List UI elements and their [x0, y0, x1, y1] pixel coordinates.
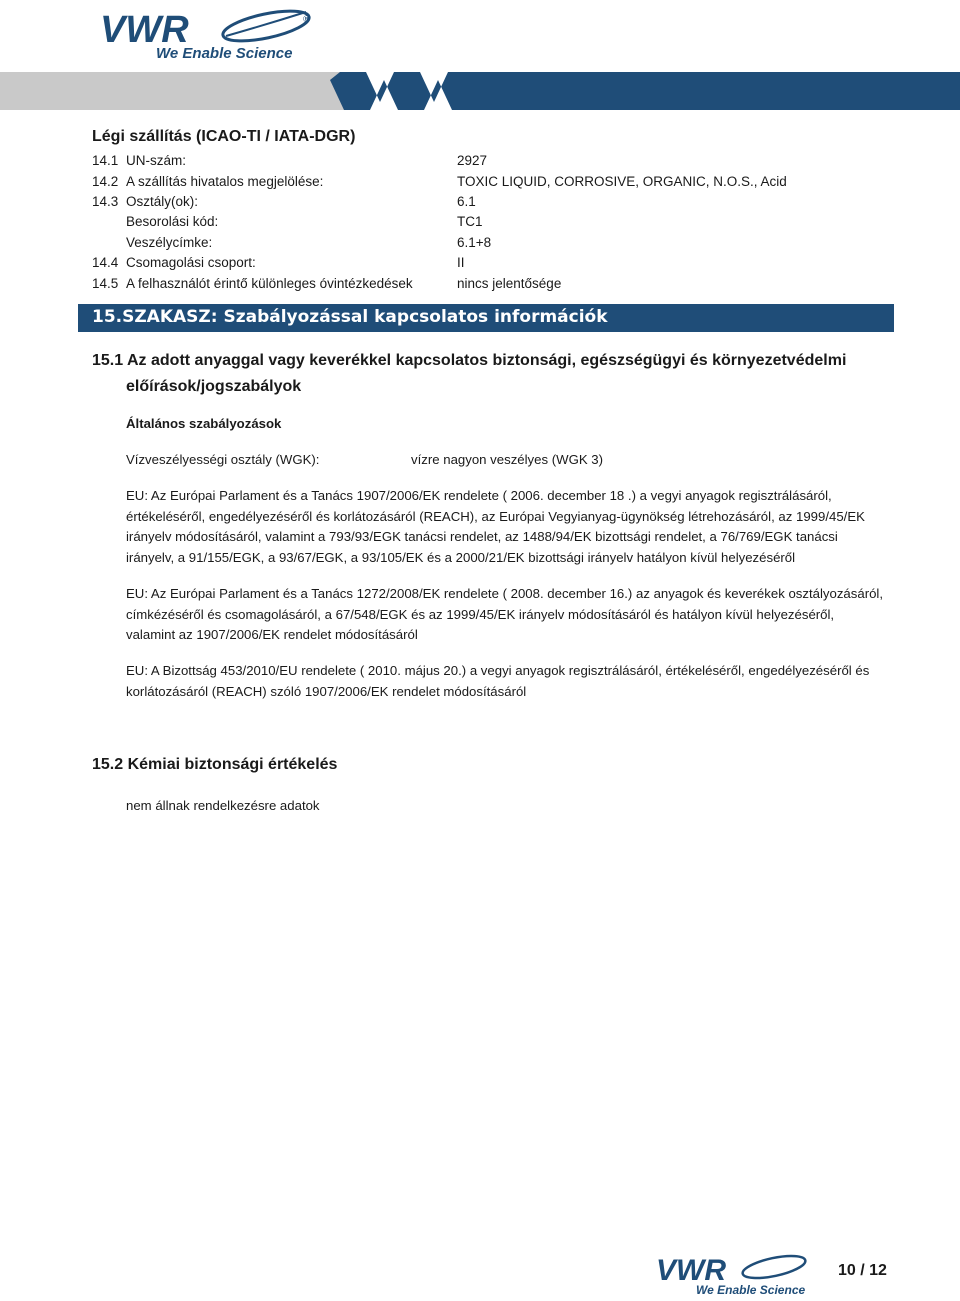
row-value: TC1 — [457, 214, 483, 229]
footer-vwr-logo — [654, 1250, 814, 1296]
page-number: 10 / 12 — [838, 1262, 887, 1279]
row-num: 14.5 — [92, 276, 119, 291]
row-num: 14.3 — [92, 194, 119, 209]
subsection-15-1-heading — [92, 348, 872, 400]
subsection-15-1-line2: előírások/jogszabályok — [126, 378, 302, 395]
eu-reach-regulation: EU: Az Európai Parlament és a Tanács 1907/2006/EK rendelete ( 2006. december 18 .) a vegyi anyagok regisztrálásáról, értékeléséről, engedélyezéséről és korlátozásáról (REACH), az Európai Vegyianyag-ügynökség létrehozásáról, az 1999/45/EK irányelv módosításáról, valamint a 793/93/EGK tanácsi rendelet, az 1488/94/EK bizottsági rendelet, a 76/769/EGK tanácsi irányelv, a 91/155/EGK, a 93/67/EGK, a 93/105/EK és a 2000/21/EK bizottsági irányelv hatályon kívül helyezéséről — [126, 488, 865, 565]
logo-tagline: We Enable Science — [156, 45, 293, 62]
header-band — [0, 72, 960, 110]
row-label: Besorolási kód: — [126, 214, 219, 229]
eu-clp-regulation: EU: Az Európai Parlament és a Tanács 1272/2008/EK rendelete ( 2008. december 16.) az anyagok és keverékek osztályozásáról, címkézéséről és csomagolásáról, a 67/548/EGK és az 1999/45/EK irányelv módosításáról és hatályon kívül helyezéséről, valamint az 1907/2006/EK rendelet módosításáról — [126, 586, 884, 642]
row-label: Csomagolási csoport: — [126, 255, 256, 270]
footer-logo-brand-text: VWR — [656, 1254, 726, 1287]
subsection-15-1-line1: 15.1 Az adott anyaggal vagy keverékkel kapcsolatos biztonsági, egészségügyi és környezetvédelmi — [92, 352, 847, 369]
air-row-hazard-label — [92, 235, 892, 255]
subsection-15-2-heading: 15.2 Kémiai biztonsági értékelés — [92, 756, 338, 773]
row-num: 14.2 — [92, 174, 119, 189]
section-15-header — [78, 304, 894, 332]
row-value: 6.1 — [457, 194, 476, 209]
footer-logo-leaf-icon — [741, 1252, 807, 1283]
footer-logo-tagline: We Enable Science — [696, 1283, 806, 1296]
band-chevrons — [330, 72, 960, 110]
vwr-logo — [98, 6, 318, 62]
chemical-safety-assessment-text: nem állnak rendelkezésre adatok — [126, 798, 320, 813]
row-label: A felhasználót érintő különleges óvintézkedések — [126, 276, 413, 291]
air-row-un-number — [92, 153, 892, 173]
row-label: Veszélycímke: — [126, 235, 213, 250]
wgk-value: vízre nagyon veszélyes (WGK 3) — [411, 452, 604, 467]
registered-mark: ® — [302, 15, 311, 25]
row-value: 6.1+8 — [457, 235, 492, 250]
logo-leaf-vein — [226, 12, 306, 36]
eu-453-regulation: EU: A Bizottság 453/2010/EU rendelete ( 2010. május 20.) a vegyi anyagok regisztrálásáról, értékeléséről, engedélyezéséről és korlátozásáról (REACH) szóló 1907/2006/EK rendelet módosításáról — [126, 663, 870, 699]
row-num: 14.1 — [92, 153, 119, 168]
air-row-classification-code — [92, 214, 892, 234]
row-num: 14.4 — [92, 255, 119, 270]
air-row-class — [92, 194, 892, 214]
row-label: A szállítás hivatalos megjelölése: — [126, 174, 324, 189]
row-value: TOXIC LIQUID, CORROSIVE, ORGANIC, N.O.S., Acid — [457, 174, 787, 189]
general-regulations-heading: Általános szabályozások — [126, 416, 282, 431]
row-label: Osztály(ok): — [126, 194, 199, 209]
row-value: 2927 — [457, 153, 488, 168]
section-15-title: 15.SZAKASZ: Szabályozással kapcsolatos információk — [92, 307, 608, 327]
air-row-shipping-name — [92, 174, 892, 194]
logo-leaf-icon — [220, 6, 311, 47]
air-row-packing-group — [92, 255, 892, 275]
row-value: nincs jelentősége — [457, 276, 562, 291]
wgk-label: Vízveszélyességi osztály (WGK): — [126, 452, 320, 467]
air-transport-title: Légi szállítás (ICAO-TI / IATA-DGR) — [92, 128, 356, 145]
air-row-special-precautions — [92, 276, 892, 296]
row-value: II — [457, 255, 465, 270]
row-label: UN-szám: — [126, 153, 186, 168]
logo-brand-text: VWR — [100, 9, 189, 51]
